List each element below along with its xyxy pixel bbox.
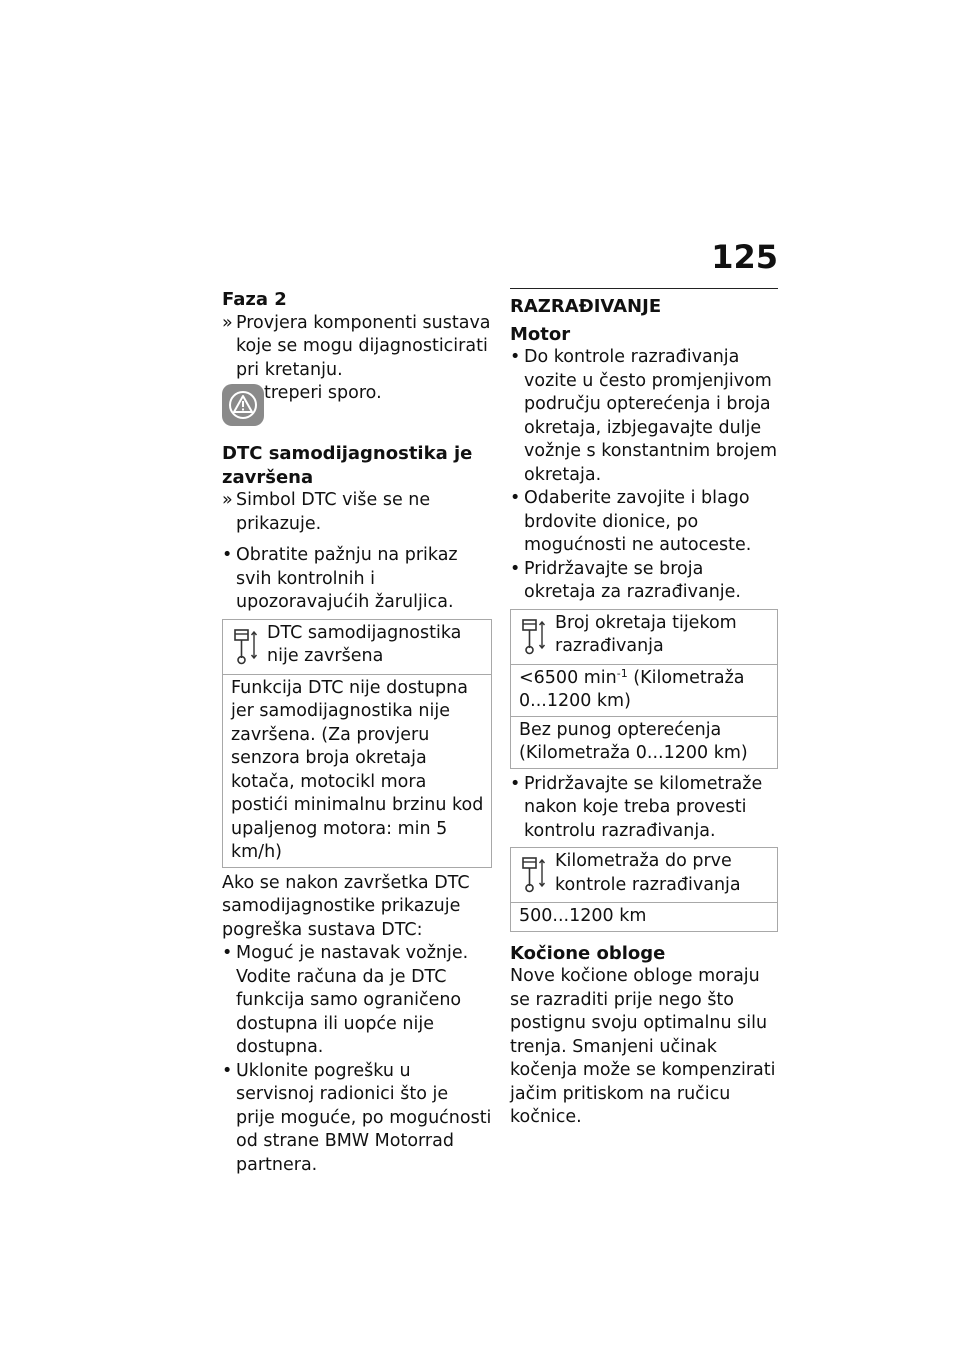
- rpm-table-header-text: Broj okretaja tijekom razrađivanja: [555, 612, 737, 656]
- section-divider: [510, 288, 778, 319]
- dtc-table-body: Funkcija DTC nije dostupna jer samodijagnostika nije završena. (Za provjeru senzora broja okretaja kotača, motocikl mora postići minimalnu brzinu kod upaljenog motora: min 5 km/h): [223, 674, 492, 867]
- bullet-item: • Pridržavajte se kilometraže nakon koje treba provesti kontrolu razrađivanja.: [510, 773, 778, 844]
- rpm-unit-exponent: -1: [616, 666, 628, 680]
- notice-bullet: • Obratite pažnju na prikaz svih kontrolnih i upozoravajućih žaruljica.: [222, 544, 492, 615]
- warning-row: [222, 382, 492, 430]
- engine-piston-icon: [233, 628, 259, 666]
- section-heading: RAZRAĐIVANJE: [510, 296, 662, 317]
- bullet-item: • Do kontrole razrađivanja vozite u često promjenjivom području opterećenja i broja okretaja, izbjegavajte dulje vožnje s konstantnim brojem okretaja.: [510, 346, 778, 487]
- bullet-item: • Moguć je nastavak vožnje. Vodite računa da je DTC funkcija samo ograničeno dostupna ili uopće nije dostupna.: [222, 942, 492, 1060]
- dtc-step: » Simbol DTC više se ne prikazuje.: [222, 489, 492, 536]
- dtc-table: [222, 619, 492, 868]
- rpm-table: [510, 609, 778, 769]
- brakes-paragraph: Nove kočione obloge moraju se razraditi prije nego što postignu svoju optimalnu silu trenja. Smanjeni učinak kočenja može se kompenzirati jačim pritiskom na ručicu kočnice.: [510, 966, 776, 1127]
- mileage-table-header-text: Kilometraža do prve kontrole razrađivanja: [555, 851, 741, 895]
- after-paragraph: Ako se nakon završetka DTC samodijagnostike prikazuje pogreška sustava DTC:: [222, 872, 470, 940]
- bullet-item: • Pridržavajte se broja okretaja za razrađivanje.: [510, 558, 778, 605]
- warning-text: treperi sporo.: [264, 383, 382, 403]
- motor-heading: Motor: [510, 323, 571, 345]
- brakes-heading: Kočione obloge: [510, 942, 666, 964]
- dtc-heading: DTC samodijagnostika je završena: [222, 443, 473, 488]
- rpm-value: <6500 min: [519, 667, 617, 688]
- engine-piston-icon: [521, 618, 547, 656]
- mileage-table-row: 500...1200 km: [511, 903, 778, 932]
- warning-triangle-icon: [222, 384, 264, 426]
- rpm-mileage: (Kilometraža 0...1200 km): [519, 667, 745, 711]
- rpm-table-header: [511, 609, 778, 664]
- rpm-table-row: Bez punog opterećenja (Kilometraža 0...1200 km): [511, 716, 778, 768]
- mileage-table: [510, 847, 778, 932]
- rpm-table-row: [511, 664, 778, 716]
- engine-piston-icon: [521, 856, 547, 894]
- bullet-item: • Odaberite zavojite i blago brdovite dionice, po mogućnosti ne autoceste.: [510, 487, 778, 558]
- right-column: [510, 288, 778, 1130]
- dtc-table-header-text: DTC samodijagnostika nije završena: [267, 622, 462, 666]
- dtc-table-header: [223, 619, 492, 674]
- mileage-table-header: [511, 848, 778, 903]
- faza-step: » Provjera komponenti sustava koje se mogu dijagnosticirati pri kretanju.: [222, 312, 492, 383]
- faza-heading: Faza 2: [222, 289, 287, 310]
- bullet-item: • Uklonite pogrešku u servisnoj radionici što je prije moguće, po mogućnosti od strane BMW Motorrad partnera.: [222, 1060, 492, 1178]
- page-number: 125: [711, 238, 778, 276]
- left-column: [222, 288, 492, 1177]
